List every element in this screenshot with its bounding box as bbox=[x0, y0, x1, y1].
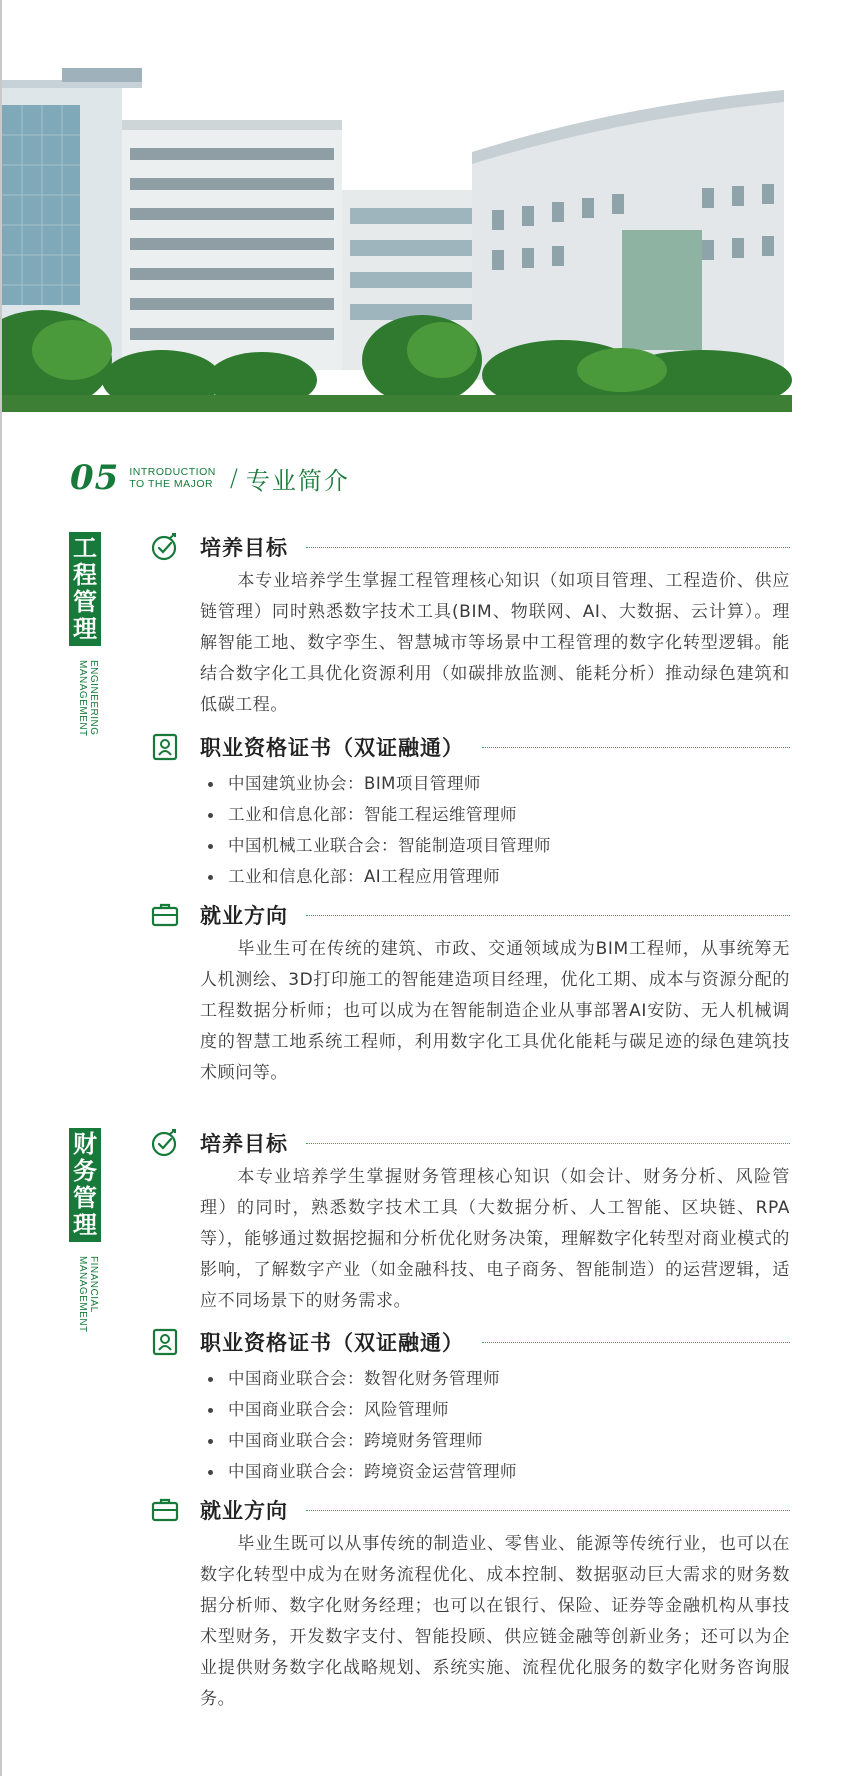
list-item: 中国商业联合会：跨境财务管理师 bbox=[208, 1425, 790, 1456]
target-icon bbox=[150, 1128, 180, 1158]
section-divider: / bbox=[229, 464, 238, 492]
title-divider bbox=[306, 1510, 790, 1511]
list-item: 中国建筑业协会：BIM项目管理师 bbox=[208, 768, 790, 799]
briefcase-icon bbox=[150, 1495, 180, 1525]
campus-photo bbox=[2, 60, 792, 412]
major-tag-financial bbox=[69, 1128, 101, 1333]
cert-title: 职业资格证书（双证融通） bbox=[200, 736, 464, 760]
goal-title: 培养目标 bbox=[200, 536, 288, 560]
major-name-english: ENGINEERING MANAGEMENT bbox=[77, 660, 99, 737]
list-item: 中国机械工业联合会：智能制造项目管理师 bbox=[208, 830, 790, 861]
cert-title: 职业资格证书（双证融通） bbox=[200, 1331, 464, 1355]
certificate-icon bbox=[150, 732, 180, 762]
career-block-engineering bbox=[150, 898, 790, 1089]
briefcase-icon bbox=[150, 900, 180, 930]
title-divider bbox=[306, 915, 790, 916]
cert-block-engineering bbox=[150, 730, 790, 892]
goal-block-engineering bbox=[150, 530, 790, 721]
cert-list bbox=[208, 768, 790, 892]
goal-text: 本专业培养学生掌握工程管理核心知识（如项目管理、工程造价、供应链管理）同时熟悉数字技术工具(BIM、物联网、AI、大数据、云计算）。理解智能工地、数字孪生、智慧城市等场景中工程管理的数字化转型逻辑。能结合数字化工具优化资源利用（如碳排放监测、能耗分析）推动绿色建筑和低碳工程。 bbox=[200, 571, 790, 715]
major-name-box: 工 程 管 理 bbox=[69, 532, 101, 646]
goal-text: 本专业培养学生掌握财务管理核心知识（如会计、财务分析、风险管理）的同时，熟悉数字技术工具（大数据分析、人工智能、区块链、RPA等），能够通过数据挖掘和分析优化财务决策，理解数字化转型对商业模式的影响，了解数字产业（如金融科技、电子商务、智能制造）的运营逻辑，适应不同场景下的财务需求。 bbox=[200, 1167, 790, 1311]
title-divider bbox=[482, 747, 790, 748]
section-title: 专业简介 bbox=[245, 466, 350, 495]
list-item: 中国商业联合会：风险管理师 bbox=[208, 1394, 790, 1425]
list-item: 中国商业联合会：数智化财务管理师 bbox=[208, 1363, 790, 1394]
major-tag-engineering bbox=[69, 532, 101, 737]
section-header bbox=[70, 456, 350, 500]
major-name-box: 财 务 管 理 bbox=[69, 1128, 101, 1242]
goal-title: 培养目标 bbox=[200, 1132, 288, 1156]
career-text: 毕业生既可以从事传统的制造业、零售业、能源等传统行业，也可以在数字化转型中成为在财务流程优化、成本控制、数据驱动巨大需求的财务数据分析师、数字化财务经理；也可以在银行、保险、证券等金融机构从事技术型财务，开发数字支付、智能投顾、供应链金融等创新业务；还可以为企业提供财务数字化战略规划、系统实施、流程优化服务的数字化财务咨询服务。 bbox=[200, 1534, 790, 1709]
career-text: 毕业生可在传统的建筑、市政、交通领域成为BIM工程师，从事统筹无人机测绘、3D打印施工的智能建造项目经理，优化工期、成本与资源分配的工程数据分析师；也可以成为在智能制造企业从事部署AI安防、无人机械调度的智慧工地系统工程师，利用数字化工具优化能耗与碳足迹的绿色建筑技术顾问等。 bbox=[200, 939, 790, 1083]
career-title: 就业方向 bbox=[200, 1499, 288, 1523]
list-item: 工业和信息化部：智能工程运维管理师 bbox=[208, 799, 790, 830]
cert-block-financial bbox=[150, 1325, 790, 1487]
career-block-financial bbox=[150, 1493, 790, 1715]
major-name-english: FINANCIAL MANAGEMENT bbox=[77, 1256, 99, 1333]
title-divider bbox=[482, 1342, 790, 1343]
certificate-icon bbox=[150, 1327, 180, 1357]
list-item: 工业和信息化部：AI工程应用管理师 bbox=[208, 861, 790, 892]
section-number: 05 bbox=[70, 458, 120, 498]
section-english-title: INTRODUCTION TO THE MAJOR bbox=[129, 466, 216, 490]
title-divider bbox=[306, 1143, 790, 1144]
target-icon bbox=[150, 532, 180, 562]
cert-list bbox=[208, 1363, 790, 1487]
list-item: 中国商业联合会：跨境资金运营管理师 bbox=[208, 1456, 790, 1487]
goal-block-financial bbox=[150, 1126, 790, 1317]
title-divider bbox=[306, 547, 790, 548]
career-title: 就业方向 bbox=[200, 904, 288, 928]
